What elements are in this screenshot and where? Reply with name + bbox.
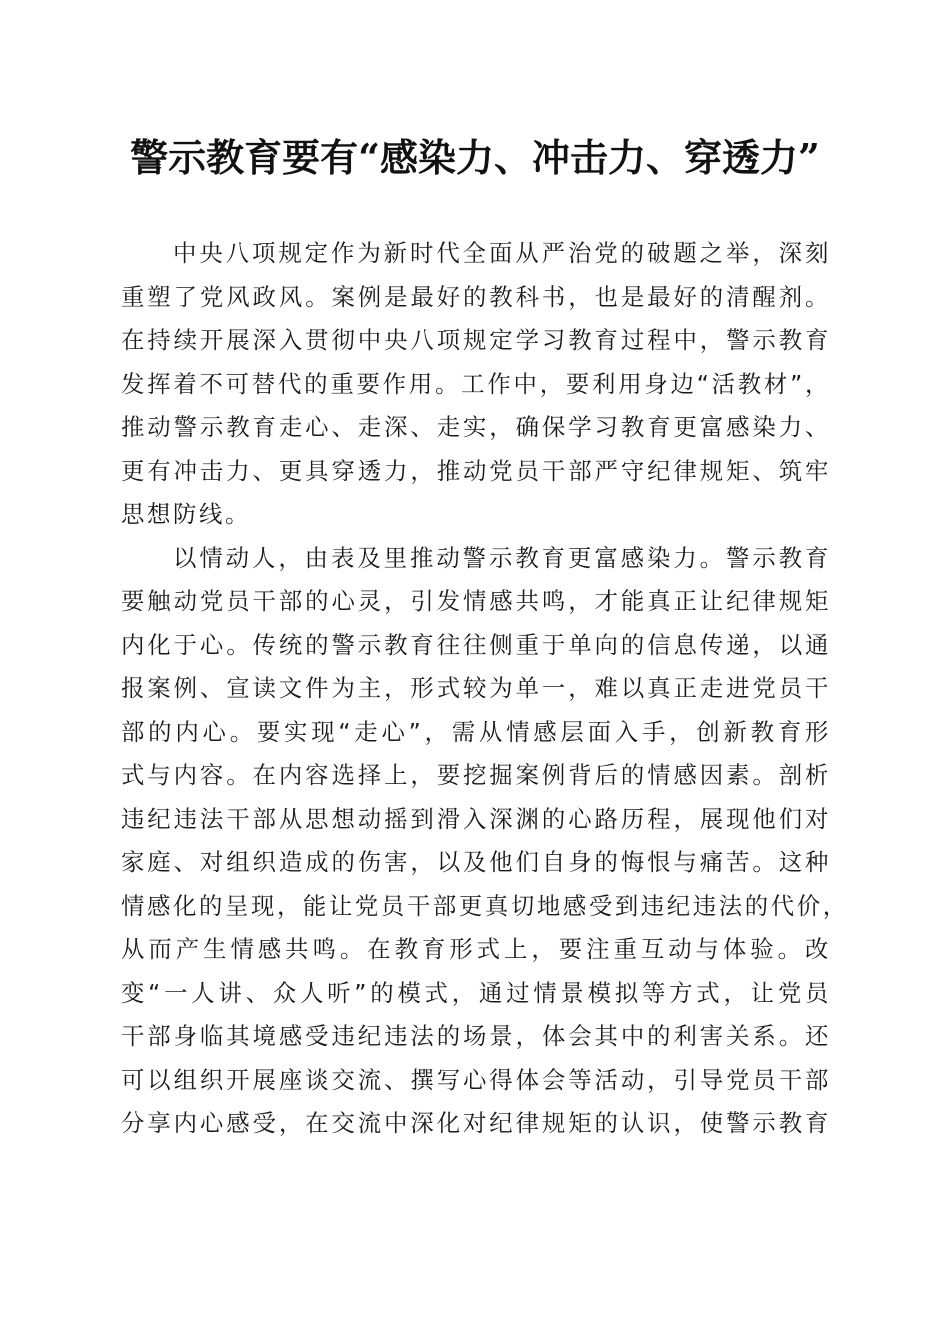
paragraph-line: 部的内心。要实现“走心”，需从情感层面入手，创新教育形	[121, 717, 831, 746]
paragraph-line: 以情动人，由表及里推动警示教育更富感染力。警示教育	[173, 543, 831, 572]
paragraph-line: 内化于心。传统的警示教育往往侧重于单向的信息传递，以通	[121, 630, 831, 659]
paragraph-line: 式与内容。在内容选择上，要挖掘案例背后的情感因素。剖析	[121, 761, 831, 789]
paragraph-line: 重塑了党风政风。案例是最好的教科书，也是最好的清醒剂。	[121, 282, 831, 311]
paragraph-line: 可以组织开展座谈交流、撰写心得体会等活动，引导党员干部	[121, 1065, 831, 1094]
paragraph-line: 变“一人讲、众人听”的模式，通过情景模拟等方式，让党员	[121, 978, 831, 1007]
paragraph-2	[121, 537, 849, 1146]
paragraph-line: 要触动党员干部的心灵，引发情感共鸣，才能真正让纪律规矩	[121, 587, 831, 615]
paragraph-line: 违纪违法干部从思想动摇到滑入深渊的心路历程，展现他们对	[121, 804, 831, 833]
paragraph-line: 从而产生情感共鸣。在教育形式上，要注重互动与体验。改	[121, 935, 831, 963]
paragraph-line: 分享内心感受，在交流中深化对纪律规矩的认识，使警示教育	[121, 1109, 831, 1137]
paragraph-line: 中央八项规定作为新时代全面从严治党的破题之举，深刻	[173, 239, 831, 267]
paragraph-line: 更有冲击力、更具穿透力，推动党员干部严守纪律规矩、筑牢	[121, 456, 831, 485]
document-body	[121, 232, 849, 1146]
paragraph-line: 发挥着不可替代的重要作用。工作中，要利用身边“活教材”，	[121, 369, 831, 398]
paragraph-line: 报案例、宣读文件为主，形式较为单一，难以真正走进党员干	[121, 674, 831, 702]
paragraph-1	[121, 232, 831, 537]
paragraph-line: 情感化的呈现，能让党员干部更真切地感受到违纪违法的代价，	[121, 891, 849, 920]
paragraph-line: 思想防线。	[121, 500, 251, 528]
document-title: 警示教育要有“感染力、冲击力、穿透力”	[130, 135, 820, 180]
paragraph-line: 干部身临其境感受违纪违法的场景，体会其中的利害关系。还	[121, 1022, 831, 1050]
paragraph-line: 在持续开展深入贯彻中央八项规定学习教育过程中，警示教育	[121, 326, 831, 354]
paragraph-line: 推动警示教育走心、走深、走实，确保学习教育更富感染力、	[121, 413, 831, 441]
paragraph-line: 家庭、对组织造成的伤害，以及他们自身的悔恨与痛苦。这种	[121, 848, 831, 876]
